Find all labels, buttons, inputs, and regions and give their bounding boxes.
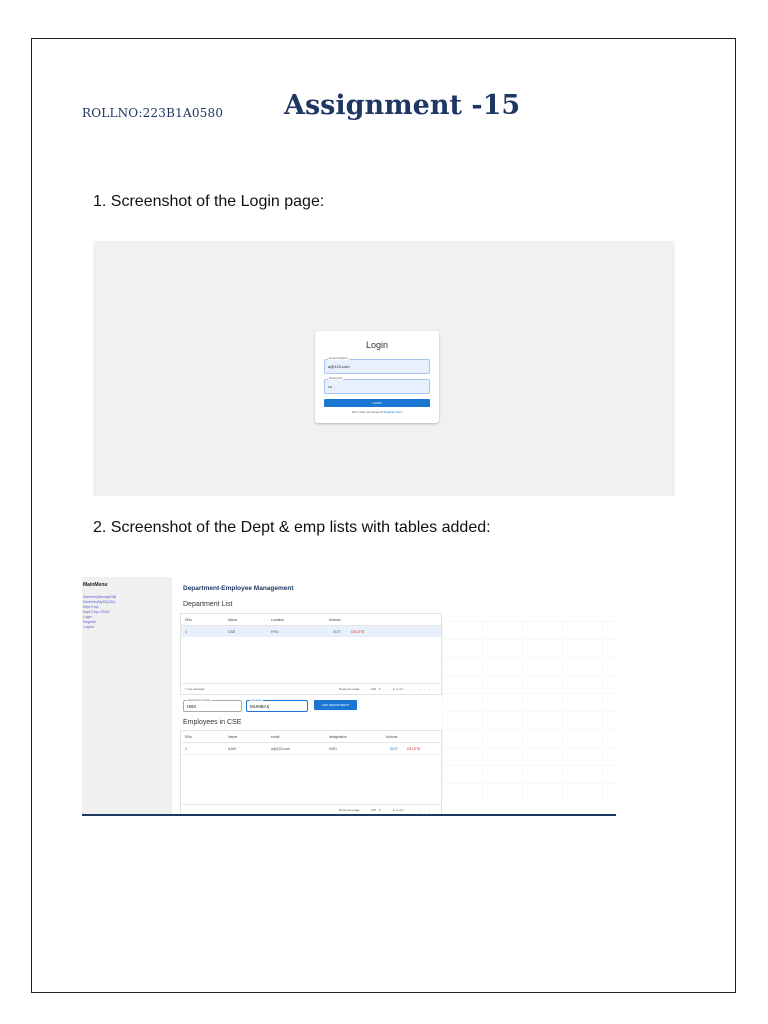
main-title: Department-Employee Management: [183, 585, 294, 592]
next-page-icon[interactable]: ›: [429, 808, 430, 812]
table-header: [181, 614, 441, 626]
cell-email: a@123.com: [271, 747, 290, 751]
page-range: 1–1 of 1: [393, 687, 404, 691]
login-screenshot: [93, 241, 675, 496]
column-header[interactable]: Actions: [386, 735, 398, 739]
sidebar-item-dept-emp[interactable]: Dept Emp: [83, 605, 99, 609]
prev-page-icon[interactable]: ‹: [419, 808, 420, 812]
table-footer: [181, 683, 441, 694]
sidebar-item-students-mysql[interactable]: Students(MySQLDb): [83, 600, 116, 604]
employee-table: [180, 730, 442, 816]
rows-per-page-label: Rows per page:: [339, 808, 361, 812]
sidebar: [82, 577, 172, 814]
column-header[interactable]: Name: [228, 735, 238, 739]
sidebar-item-logout[interactable]: Logout: [83, 625, 94, 629]
email-label: Email Address: [329, 356, 349, 360]
dept-emp-screenshot: [82, 577, 616, 814]
password-label: Password: [329, 376, 343, 380]
column-header[interactable]: designation: [329, 735, 347, 739]
selected-count: 1 row selected: [185, 687, 205, 691]
employee-list-title: Employees in CSE: [183, 719, 242, 726]
location-input[interactable]: [246, 700, 308, 712]
register-prompt: [315, 410, 439, 414]
sidebar-item-dept-emp-crud[interactable]: Dept Emp CRUD: [83, 610, 110, 614]
chevron-down-icon[interactable]: ▾: [379, 808, 381, 812]
delete-button[interactable]: DELETE: [351, 630, 365, 634]
sidebar-title: MainMenu: [83, 582, 108, 588]
column-header[interactable]: Location: [271, 618, 285, 622]
section2-heading: 2. Screenshot of the Dept & emp lists with tables added:: [93, 519, 491, 536]
password-value: •••: [328, 384, 333, 389]
add-department-button[interactable]: ADD DEPARTMENT: [314, 700, 357, 710]
sidebar-item-register[interactable]: Register: [83, 620, 97, 624]
column-header[interactable]: Name: [228, 618, 238, 622]
sidebar-item-students-storage[interactable]: Students(StorageDB): [83, 595, 117, 599]
department-list-title: Department List: [183, 601, 233, 608]
column-header[interactable]: ENo: [185, 735, 192, 739]
column-header[interactable]: email: [271, 735, 280, 739]
login-button[interactable]: LOGIN: [324, 399, 430, 407]
location-label: Location: [251, 698, 262, 702]
cell-designation: HOD: [329, 747, 337, 751]
password-field[interactable]: [324, 376, 430, 394]
cell-dno: 1: [185, 630, 187, 634]
chevron-down-icon[interactable]: ▾: [379, 687, 381, 691]
register-link[interactable]: Register here: [384, 410, 403, 414]
screenshot-underline: [82, 814, 616, 816]
table-row[interactable]: [181, 626, 441, 637]
rows-per-page-select[interactable]: 100: [371, 808, 377, 812]
background-grid: [442, 621, 616, 801]
cell-name: AJAY: [228, 747, 237, 751]
sidebar-item-login[interactable]: Login: [83, 615, 92, 619]
section1-heading: 1. Screenshot of the Login page:: [93, 193, 325, 210]
edit-button[interactable]: EDIT: [333, 630, 341, 634]
location-value: MUMBAI|: [250, 704, 270, 709]
column-header[interactable]: DNo: [185, 618, 193, 622]
email-value: a@123.com: [328, 364, 350, 369]
prev-page-icon[interactable]: ‹: [419, 687, 420, 691]
next-page-icon[interactable]: ›: [429, 687, 430, 691]
roll-number: ROLLNO:223B1A0580: [82, 106, 224, 120]
rows-per-page-label: Rows per page:: [339, 687, 361, 691]
page-range: 1–1 of 1: [393, 808, 404, 812]
cell-location: HYD: [271, 630, 279, 634]
login-title: Login: [365, 340, 389, 350]
page-title: Assignment -15: [284, 90, 521, 121]
department-name-value: HBS: [187, 704, 197, 709]
rows-per-page-select[interactable]: 100: [371, 687, 377, 691]
email-field[interactable]: [324, 356, 430, 374]
login-card: [315, 331, 439, 423]
edit-button[interactable]: EDIT: [390, 747, 398, 751]
delete-button[interactable]: DELETE: [407, 747, 421, 751]
department-table: [180, 613, 442, 695]
column-header[interactable]: Actions: [329, 618, 341, 622]
table-row[interactable]: [181, 743, 441, 755]
cell-name: CSE: [228, 630, 236, 634]
department-name-input[interactable]: [183, 700, 242, 712]
cell-eno: 1: [185, 747, 187, 751]
register-text: Don't have an account?: [351, 410, 384, 414]
department-name-label: Department Name: [188, 698, 211, 702]
page-border: [31, 38, 736, 993]
table-header: [181, 731, 441, 743]
